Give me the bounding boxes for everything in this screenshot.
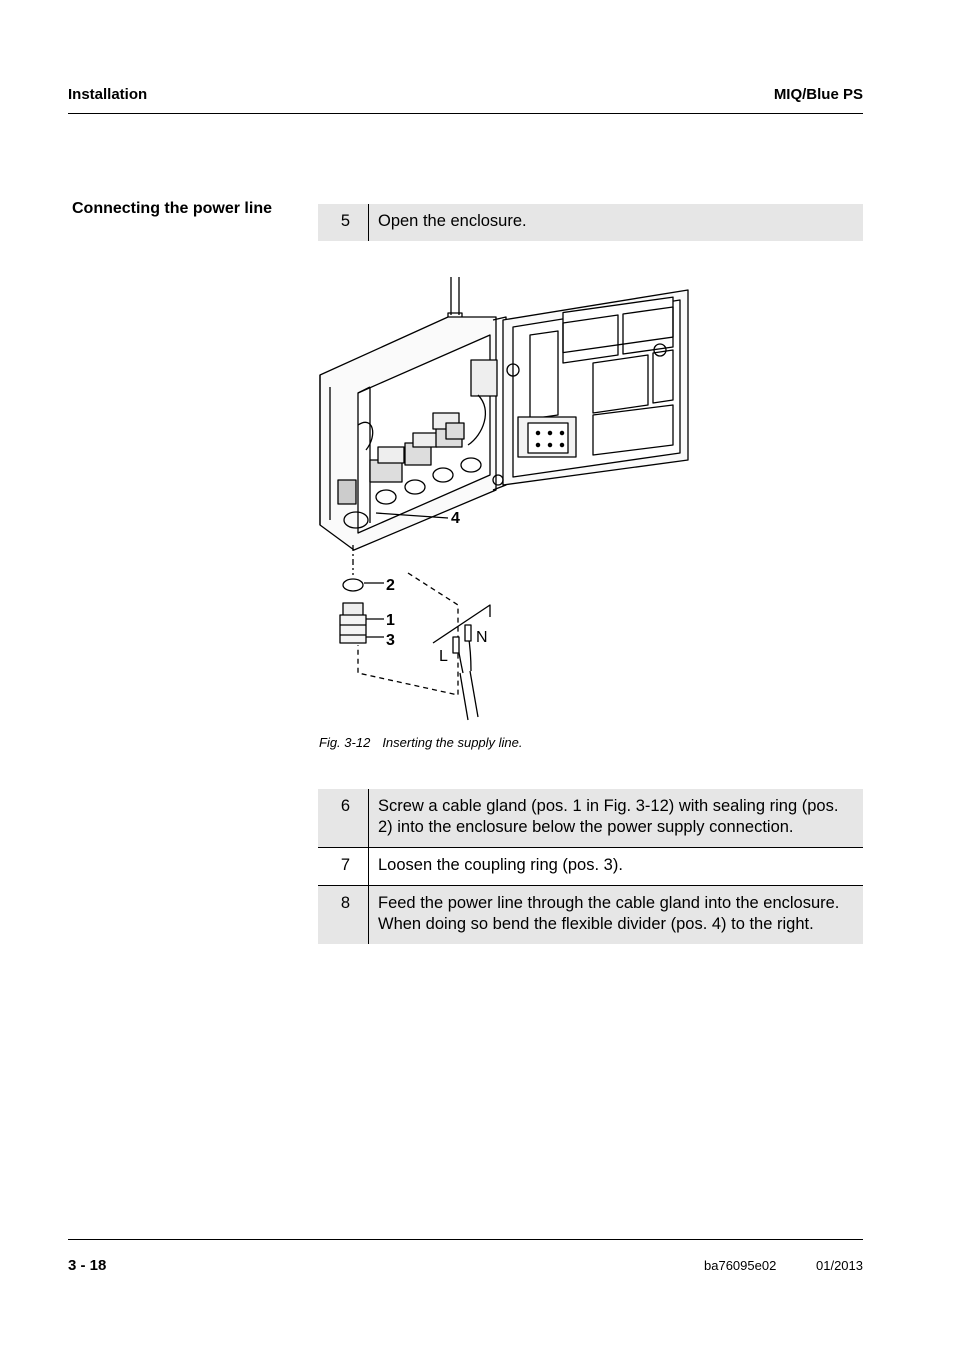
- running-header-chapter: Installation: [68, 86, 148, 103]
- step-number: 5: [318, 204, 369, 241]
- section-title: Connecting the power line: [71, 200, 272, 217]
- step-row: [318, 789, 863, 848]
- step-number: 6: [318, 789, 369, 848]
- step-row: [318, 886, 863, 945]
- step-text: Screw a cable gland (pos. 1 in Fig. 3-12) with sealing ring (pos. 2) into the enclosure below the power supply connection.: [369, 789, 864, 848]
- document-id: ba76095e02: [704, 1258, 777, 1273]
- running-header-product: MIQ/Blue PS: [773, 86, 863, 103]
- step-text: Feed the power line through the cable gland into the enclosure. When doing so bend the flexible divider (pos. 4) to the right.: [369, 886, 864, 945]
- enclosure-illustration: [318, 275, 698, 725]
- steps-table-second: [318, 789, 863, 944]
- position-label-4: 4: [451, 510, 460, 527]
- figure-caption-text: Inserting the supply line.: [382, 735, 523, 750]
- figure-caption-label: Fig. 3-12: [319, 735, 371, 750]
- step-text: Loosen the coupling ring (pos. 3).: [369, 848, 864, 886]
- position-label-3: 3: [386, 632, 395, 649]
- step-row: [318, 848, 863, 886]
- wire-label-live: L: [439, 648, 448, 665]
- wire-label-neutral: N: [476, 629, 488, 646]
- document-date: 01/2013: [816, 1258, 863, 1273]
- header-rule: [68, 113, 863, 114]
- steps-table-first: [318, 204, 863, 241]
- step-number: 8: [318, 886, 369, 945]
- footer-rule: [68, 1239, 863, 1240]
- position-label-1: 1: [386, 612, 395, 629]
- figure-caption: [319, 735, 523, 750]
- step-number: 7: [318, 848, 369, 886]
- step-row: [318, 204, 863, 241]
- step-text: Open the enclosure.: [369, 204, 864, 241]
- position-label-2: 2: [386, 577, 395, 594]
- page-number: 3 - 18: [68, 1257, 107, 1274]
- enclosure-drawing: [318, 275, 698, 725]
